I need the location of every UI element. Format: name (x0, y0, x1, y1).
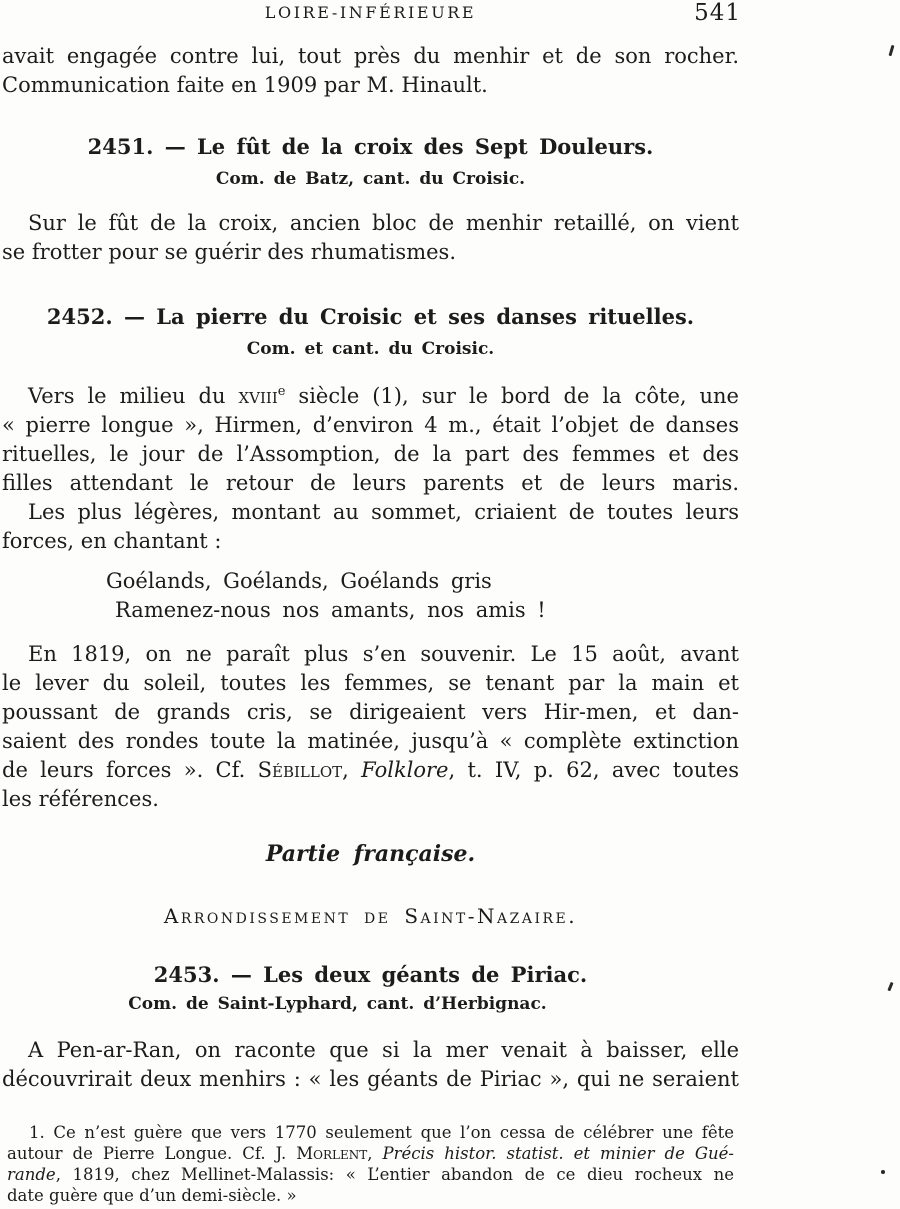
text-line: les références. (2, 787, 159, 811)
scan-artifact (889, 45, 894, 56)
text-line: « pierre longue », Hirmen, d’environ 4 m., était l’objet de danses (2, 413, 739, 437)
verse-quotation (2, 567, 843, 625)
text-segment: , 1819, chez Mellinet-Malassis: « L’entier abandon de ce dieu rocheux ne (55, 1165, 734, 1184)
text-line: En 1819, on ne paraît plus s’en souvenir. Le 15 août, avant (28, 642, 739, 666)
text-segment: siècle (1), sur le bord de la côte, une (285, 384, 739, 408)
text-line: avait engagée contre lui, tout près du menhir et de son rocher. (2, 44, 739, 68)
entry-2452-heading: 2452. — La pierre du Croisic et ses danses rituelles. (46, 304, 695, 329)
scan-artifact (881, 1170, 885, 1174)
intro-paragraph (2, 42, 739, 100)
author-name-smallcaps: Sébillot (257, 758, 343, 782)
text-line (2, 382, 739, 411)
text-line: poussant de grands cris, se dirigeaient vers Hir-men, et dan- (2, 700, 739, 724)
footnote-line (7, 1143, 734, 1164)
text-line (2, 756, 739, 785)
part-heading: Partie française. (265, 841, 476, 867)
entry-2452-paragraph-1 (2, 382, 739, 498)
text-segment: , t. IV, p. 62, avec toutes (448, 758, 739, 782)
text-segment: Vers le milieu du (28, 384, 239, 408)
arrondissement-heading: Arrondissement de Saint-Nazaire. (163, 904, 578, 928)
entry-2452-paragraph-3 (2, 640, 739, 814)
entry-2451-paragraph (2, 209, 739, 267)
text-line: forces, en chantant : (2, 529, 222, 553)
entry-2452-subheading: Com. et cant. du Croisic. (246, 339, 495, 359)
text-line: Sur le fût de la croix, ancien bloc de menhir retaillé, on vient (28, 211, 739, 235)
footnote (7, 1122, 734, 1206)
work-title-italic: Précis histor. statist. et minier de Gué- (382, 1144, 734, 1163)
page-header (2, 0, 741, 26)
footnote-line: date guère que d’un demi-siècle. » (7, 1186, 297, 1205)
scan-artifact (887, 982, 893, 991)
entry-2451-heading: 2451. — Le fût de la croix des Sept Douleurs. (87, 134, 654, 159)
text-segment: autour de Pierre Longue. Cf. J. (7, 1144, 297, 1163)
text-line: saient des rondes toute la matinée, jusqu’à « complète extinction (2, 729, 739, 753)
text-segment: de leurs forces ». Cf. (2, 758, 258, 782)
entry-2453-heading: 2453. — Les deux géants de Piriac. (153, 962, 588, 987)
text-segment: , (367, 1144, 383, 1163)
text-segment: , (342, 758, 362, 782)
work-title-italic: rande (7, 1165, 56, 1184)
ordinal-superscript: e (277, 384, 286, 399)
text-line: le lever du soleil, toutes les femmes, se tenant par la main et (2, 671, 739, 695)
text-line: rituelles, le jour de l’Assomption, de la part des femmes et des (2, 442, 739, 466)
running-title: LOIRE-INFÉRIEURE (264, 3, 477, 22)
text-line: filles attendant le retour de leurs parents et de leurs maris. (2, 471, 739, 495)
verse-line: Goélands, Goélands, Goélands gris (106, 569, 492, 593)
text-line: découvrirait deux menhirs : « les géants de Piriac », qui ne seraient (2, 1067, 739, 1091)
footnote-line (7, 1164, 734, 1185)
work-title-italic: Folklore (361, 758, 449, 782)
entry-2453-subheading: Com. de Saint-Lyphard, cant. d’Herbignac. (128, 994, 547, 1014)
page-number: 541 (694, 0, 741, 26)
entry-2453-paragraph (2, 1036, 739, 1094)
author-name-smallcaps: Morlent (296, 1144, 368, 1163)
text-line: se frotter pour se guérir des rhumatismes. (2, 240, 456, 264)
footnote-line: 1. Ce n’est guère que vers 1770 seulement que l’on cessa de célébrer une fête (29, 1123, 734, 1142)
entry-2451-subheading: Com. de Batz, cant. du Croisic. (215, 169, 526, 189)
text-line: Les plus légères, montant au sommet, criaient de toutes leurs (28, 500, 739, 524)
entry-2452-paragraph-2 (2, 498, 739, 556)
text-line: A Pen-ar-Ran, on raconte que si la mer venait à baisser, elle (28, 1038, 739, 1062)
verse-line: Ramenez-nous nos amants, nos amis ! (115, 598, 546, 622)
text-line: Communication faite en 1909 par M. Hinault. (2, 73, 488, 97)
roman-numeral-smallcaps: xviii (238, 384, 278, 408)
